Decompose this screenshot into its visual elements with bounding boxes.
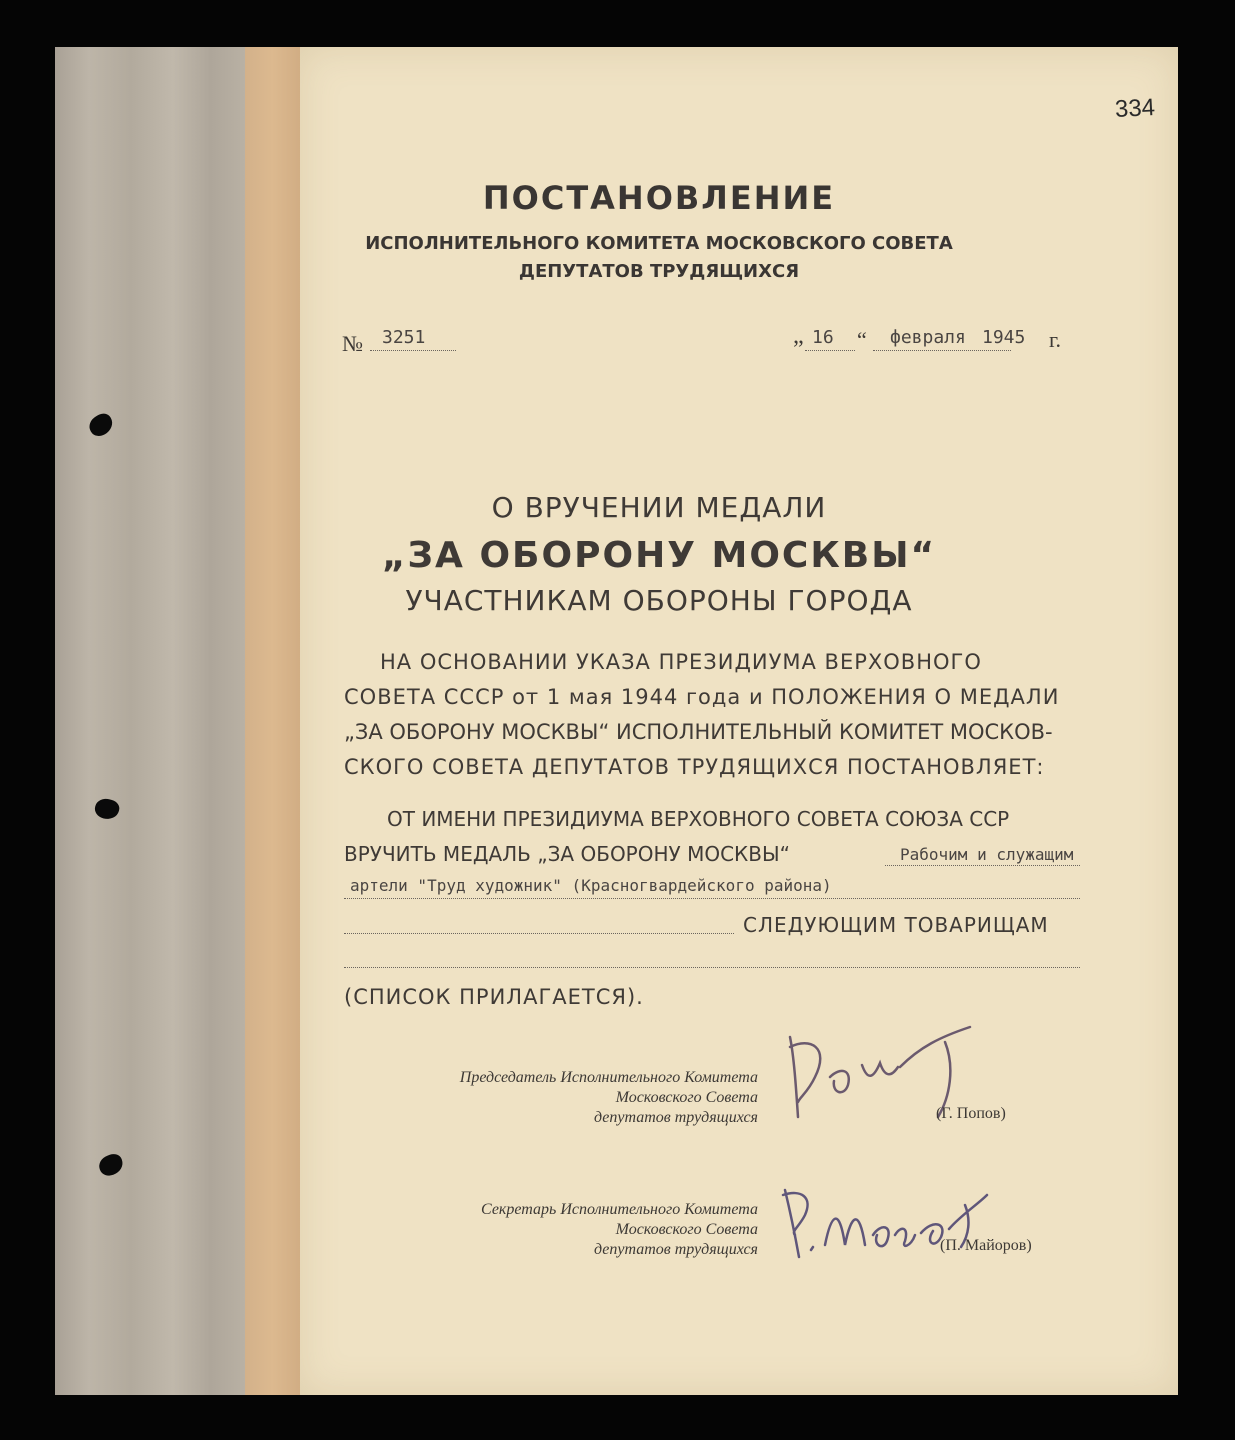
- paper-edge-strip: [245, 47, 300, 1395]
- binding-gutter: [55, 47, 245, 1395]
- chair-title-line-3: депутатов трудящихся: [594, 1109, 758, 1126]
- day-underline: [805, 350, 855, 351]
- body-paragraph-2-line-1: ОТ ИМЕНИ ПРЕЗИДИУМА ВЕРХОВНОГО СОВЕТА СОЮЗА ССР: [387, 807, 1010, 831]
- document-page: [300, 47, 1178, 1395]
- body-paragraph-2-line-2: ВРУЧИТЬ МЕДАЛЬ „ЗА ОБОРОНУ МОСКВЫ“: [344, 842, 790, 866]
- sheet-number: 334: [1114, 93, 1156, 124]
- body-paragraph-1-line-1: НА ОСНОВАНИИ УКАЗА ПРЕЗИДИУМА ВЕРХОВНОГО: [380, 650, 982, 674]
- subject-line-1: О ВРУЧЕНИИ МЕДАЛИ: [491, 491, 827, 524]
- month-underline: [873, 350, 1011, 351]
- date-year-suffix: г.: [1049, 327, 1062, 352]
- issuer-line-1: ИСПОЛНИТЕЛЬНОГО КОМИТЕТА МОСКОВСКОГО СОВЕТА: [365, 233, 953, 254]
- issuer-line-2: ДЕПУТАТОВ ТРУДЯЩИХСЯ: [518, 261, 800, 282]
- secretary-name: (П. Майоров): [940, 1237, 1032, 1254]
- date-year: 1945: [982, 327, 1026, 348]
- body-paragraph-1-line-3: „ЗА ОБОРОНУ МОСКВЫ“ ИСПОЛНИТЕЛЬНЫЙ КОМИТЕТ МОСКОВ-: [344, 720, 1053, 744]
- binding-hole: [93, 796, 121, 822]
- date-quote-open: „: [793, 323, 804, 349]
- field-underline-3: [344, 933, 734, 934]
- typed-recipients-1: Рабочим и служащим: [900, 845, 1074, 864]
- document-number: 3251: [382, 327, 426, 348]
- typed-field-underline-1: [885, 865, 1080, 866]
- subject-line-2: „ЗА ОБОРОНУ МОСКВЫ“: [381, 535, 937, 576]
- date-day: 16: [812, 327, 834, 348]
- date-month: февраля: [890, 327, 966, 348]
- date-quote-close: “: [857, 327, 867, 352]
- number-label: №: [342, 331, 363, 356]
- subject-line-3: УЧАСТНИКАМ ОБОРОНЫ ГОРОДА: [405, 584, 913, 617]
- secretary-title-line-2: Московского Совета: [615, 1221, 758, 1238]
- following-comrades: СЛЕДУЮЩИМ ТОВАРИЩАМ: [743, 913, 1049, 937]
- binding-hole: [86, 410, 117, 439]
- chair-name: (Г. Попов): [936, 1105, 1006, 1122]
- secretary-title-line-3: депутатов трудящихся: [594, 1241, 758, 1258]
- number-underline: [370, 350, 456, 351]
- typed-recipients-2: артели "Труд художник" (Красногвардейского района): [350, 876, 832, 895]
- field-underline-4: [344, 967, 1080, 968]
- body-paragraph-1-line-2: СОВЕТА СССР от 1 мая 1944 года и ПОЛОЖЕНИЯ О МЕДАЛИ: [344, 685, 1060, 709]
- list-attached-note: (СПИСОК ПРИЛАГАЕТСЯ).: [344, 985, 644, 1009]
- chair-title-line-2: Московского Совета: [615, 1089, 758, 1106]
- body-paragraph-1-line-4: СКОГО СОВЕТА ДЕПУТАТОВ ТРУДЯЩИХСЯ ПОСТАНОВЛЯЕТ:: [344, 755, 1045, 779]
- secretary-title-line-1: Секретарь Исполнительного Комитета: [481, 1201, 758, 1218]
- typed-field-underline-2: [344, 898, 1080, 899]
- document-title: ПОСТАНОВЛЕНИЕ: [482, 179, 836, 217]
- chair-title-line-1: Председатель Исполнительного Комитета: [459, 1069, 758, 1086]
- binding-hole: [96, 1151, 125, 1178]
